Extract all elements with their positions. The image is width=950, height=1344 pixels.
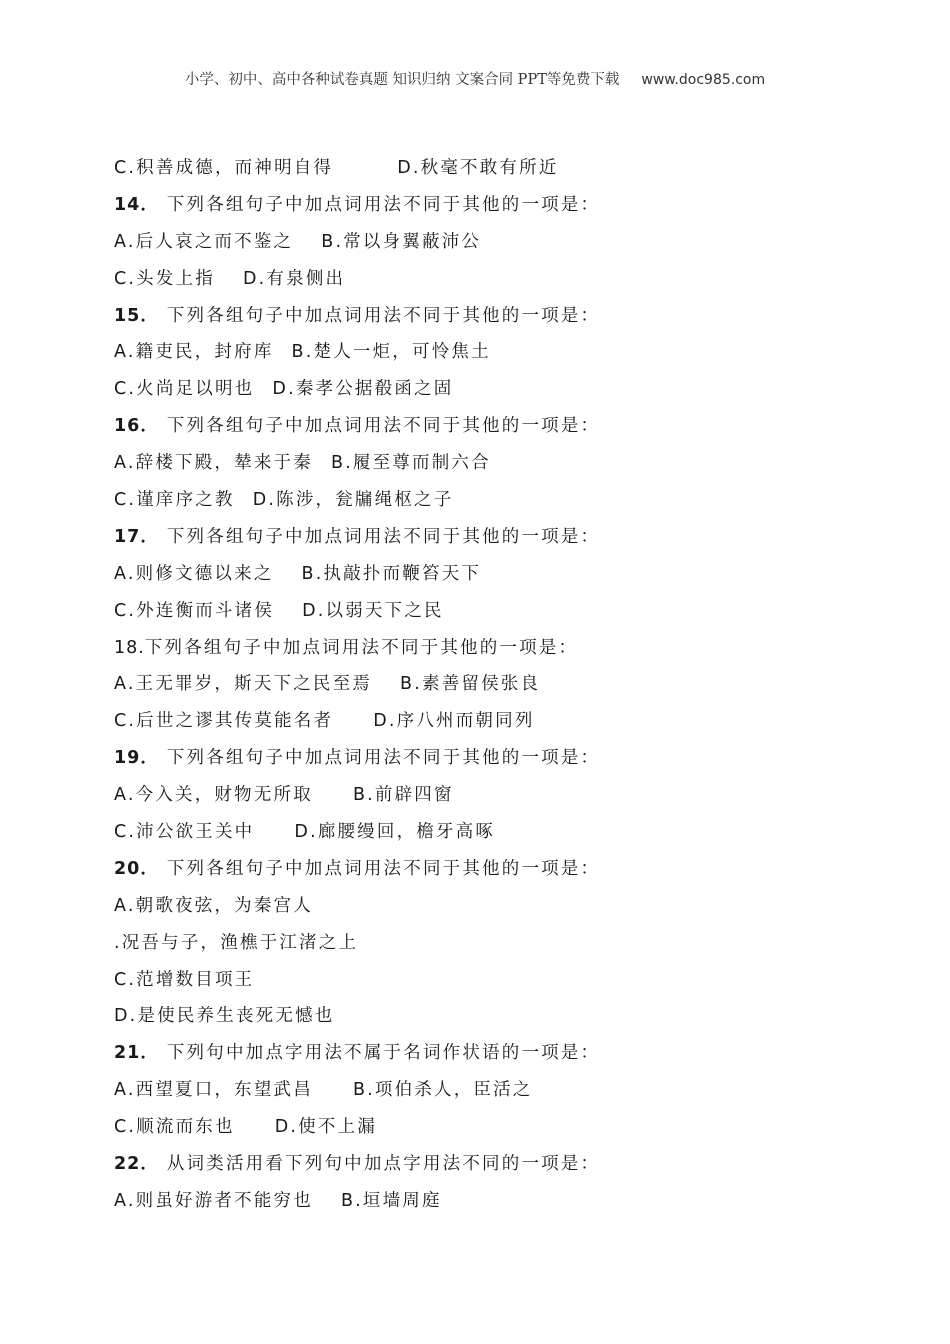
option-line: [114, 445, 914, 482]
option-text: A.则修文德以来之: [114, 563, 274, 584]
question-line: [114, 740, 914, 777]
option-text: C.顺流而东也: [114, 1117, 235, 1138]
question-number: 18.: [114, 637, 145, 658]
question-number: 15．: [114, 305, 159, 326]
option-line: [114, 962, 914, 999]
option-text: C.外连衡而斗诸侯: [114, 600, 275, 621]
option-text: A.朝歌夜弦，为秦宫人: [114, 895, 313, 916]
question-line: [114, 630, 914, 667]
option-text: D.有泉侧出: [242, 268, 346, 289]
option-text: C.火尚足以明也: [114, 379, 255, 400]
question-number: 17．: [114, 526, 159, 547]
question-line: [114, 1146, 914, 1183]
question-line: [114, 519, 914, 556]
question-text: 下列句中加点字用法不属于名词作状语的一项是：: [166, 1043, 601, 1064]
question-number: 21．: [114, 1043, 159, 1064]
option-line: [114, 925, 914, 962]
option-line: [114, 666, 914, 703]
question-text: 下列各组句子中加点词用法不同于其他的一项是：: [166, 526, 601, 547]
option-text: C.头发上指: [114, 268, 215, 289]
option-text: B.素善留侯张良: [400, 674, 541, 695]
option-text: D.序八州而朝同列: [373, 711, 535, 732]
question-text: 下列各组句子中加点词用法不同于其他的一项是：: [166, 305, 601, 326]
option-text: B.常以身翼蔽沛公: [321, 231, 482, 252]
option-text: D.陈涉，瓮牖绳枢之子: [252, 490, 454, 511]
question-text: 下列各组句子中加点词用法不同于其他的一项是：: [166, 858, 601, 879]
option-text: A.西望夏口，东望武昌: [114, 1080, 313, 1101]
option-text: B.前辟四窗: [352, 785, 454, 806]
option-text: A.后人哀之而不鉴之: [114, 231, 294, 252]
page-header: [0, 68, 950, 89]
option-text: C.谨庠序之教: [114, 490, 235, 511]
question-text: 下列各组句子中加点词用法不同于其他的一项是：: [144, 637, 579, 658]
option-text: A.今入关，财物无所取: [114, 785, 313, 806]
option-text: C.范增数目项王: [114, 969, 255, 990]
option-text: D.秦孝公据殽函之固: [272, 379, 454, 400]
option-text: .况吾与子，渔樵于江渚之上: [114, 932, 359, 953]
question-number: 20．: [114, 858, 159, 879]
question-line: [114, 187, 914, 224]
option-text: A.籍吏民，封府库: [114, 342, 274, 363]
option-text: D.廊腰缦回，檐牙高啄: [294, 822, 496, 843]
option-line: [114, 261, 914, 298]
option-line: [114, 777, 914, 814]
question-line: [114, 408, 914, 445]
question-list: [114, 150, 914, 1220]
option-line: [114, 1183, 914, 1220]
question-text: 下列各组句子中加点词用法不同于其他的一项是：: [166, 748, 601, 769]
question-text: 从词类活用看下列句中加点字用法不同的一项是：: [166, 1154, 601, 1175]
option-line: [114, 334, 914, 371]
question-text: 下列各组句子中加点词用法不同于其他的一项是：: [166, 194, 601, 215]
option-text: B.垣墙周庭: [340, 1190, 442, 1211]
header-text: 小学、初中、高中各种试卷真题 知识归纳 文案合同 PPT等免费下载: [184, 72, 620, 88]
question-text: 下列各组句子中加点词用法不同于其他的一项是：: [166, 416, 601, 437]
option-text: A.辞楼下殿，辇来于秦: [114, 453, 313, 474]
option-text: C.沛公欲王关中: [114, 822, 255, 843]
option-text: B.履至尊而制六合: [330, 453, 491, 474]
option-text: B.执敲扑而鞭笞天下: [301, 563, 482, 584]
option-text: B.项伯杀人，臣活之: [352, 1080, 533, 1101]
option-text: D.以弱天下之民: [302, 600, 444, 621]
question-number: 14．: [114, 194, 159, 215]
option-line: [114, 371, 914, 408]
option-text: D.使不上漏: [274, 1117, 377, 1138]
option-line: [114, 556, 914, 593]
option-line: [114, 1072, 914, 1109]
option-text: D.秋毫不敢有所近: [397, 158, 559, 178]
header-site: www.doc985.com: [641, 72, 766, 88]
option-text: B.楚人一炬，可怜焦土: [291, 342, 491, 363]
question-line: [114, 851, 914, 888]
option-text: C.后世之谬其传莫能名者: [114, 711, 334, 732]
option-text: A.则虽好游者不能穷也: [114, 1190, 313, 1211]
option-line: [114, 703, 914, 740]
question-line: [114, 298, 914, 335]
question-number: 22．: [114, 1154, 159, 1175]
option-line: [114, 1109, 914, 1146]
option-line: [114, 888, 914, 925]
question-line: [114, 1035, 914, 1072]
option-line: [114, 998, 914, 1035]
option-line: [114, 593, 914, 630]
option-line: [114, 814, 914, 851]
option-text: D.是使民养生丧死无憾也: [114, 1006, 335, 1027]
option-line: [114, 150, 914, 187]
option-text: C.积善成德，而神明自得: [114, 158, 334, 178]
option-line: [114, 482, 914, 519]
question-number: 16．: [114, 416, 159, 437]
option-text: A.王无罪岁，斯天下之民至焉: [114, 674, 373, 695]
option-line: [114, 224, 914, 261]
question-number: 19．: [114, 748, 159, 769]
